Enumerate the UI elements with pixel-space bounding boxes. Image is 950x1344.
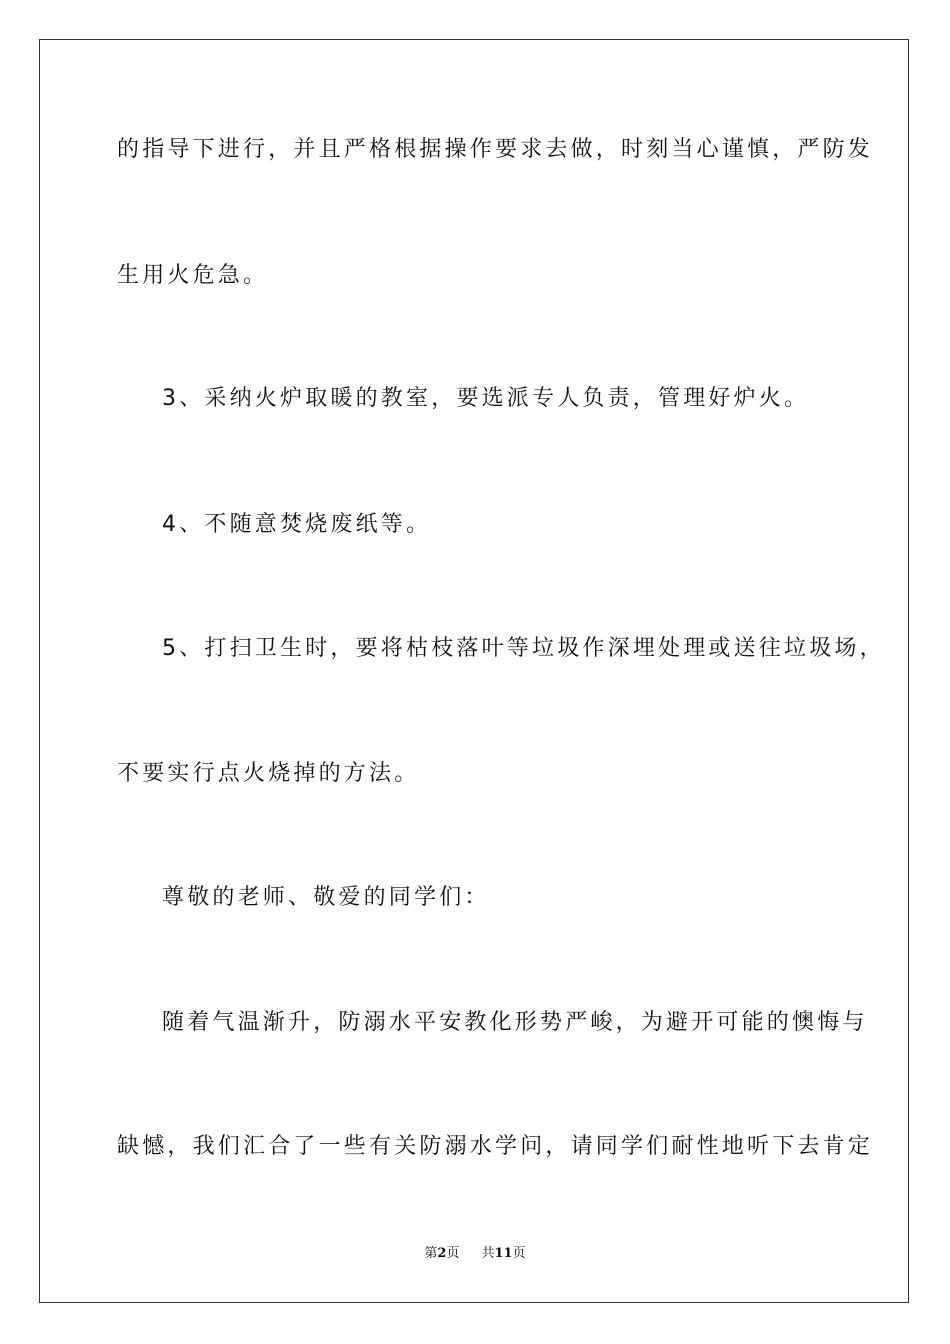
page-footer	[0, 1245, 950, 1263]
list-item-5: 5、打扫卫生时，要将枯枝落叶等垃圾作深埋处理或送往垃圾场，	[162, 636, 885, 661]
body-line-1: 的指导下进行，并且严格根据操作要求去做，时刻当心谨慎，严防发	[117, 137, 874, 162]
footer-page-number: 2	[437, 1246, 447, 1261]
list-item-3: 3、采纳火炉取暖的教室，要选派专人负责，管理好炉火。	[162, 386, 810, 411]
list-item-4: 4、不随意焚烧废纸等。	[162, 512, 432, 537]
body-line-6: 不要实行点火烧掉的方法。	[117, 761, 420, 786]
footer-total-suffix: 页	[512, 1246, 526, 1261]
page-border	[39, 39, 909, 1303]
footer-total-pages: 11	[494, 1246, 513, 1261]
footer-page-suffix: 页	[446, 1246, 460, 1261]
footer-page-prefix: 第	[424, 1246, 438, 1261]
footer-total-prefix: 共	[481, 1246, 495, 1261]
body-line-2: 生用火危急。	[117, 263, 269, 288]
salutation: 尊敬的老师、敬爱的同学们：	[162, 885, 490, 910]
body-line-8: 随着气温渐升，防溺水平安教化形势严峻，为避开可能的懊悔与	[162, 1010, 868, 1035]
body-line-9: 缺憾，我们汇合了一些有关防溺水学问，请同学们耐性地听下去肯定	[117, 1134, 874, 1159]
